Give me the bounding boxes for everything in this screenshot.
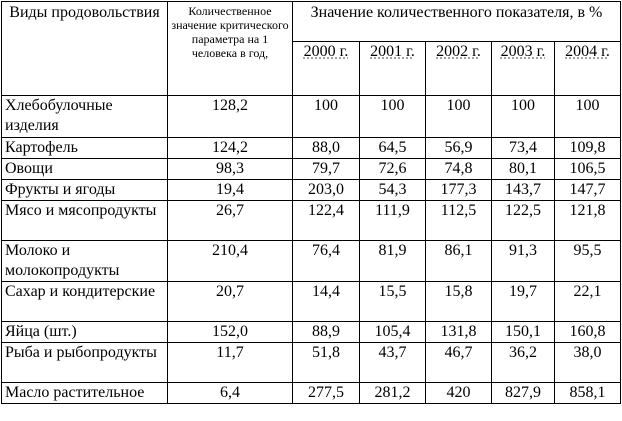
food-security-table: [1, 1, 621, 404]
year-value-cell: 95,5: [555, 241, 621, 282]
year-value-cell: 827,9: [492, 383, 555, 404]
header-year-2001: 2001 г.: [360, 42, 426, 96]
year-value-cell: 147,7: [555, 180, 621, 201]
food-name-cell: Хлебобулочные изделия: [2, 96, 168, 138]
year-value-cell: 143,7: [492, 180, 555, 201]
year-value-cell: 51,8: [293, 343, 360, 383]
table-row: [2, 201, 621, 241]
header-year-2004: 2004 г.: [555, 42, 621, 96]
year-value-cell: 73,4: [492, 138, 555, 159]
year-value-cell: 105,4: [360, 322, 426, 343]
year-value-cell: 100: [360, 96, 426, 138]
critical-value-cell: 19,4: [168, 180, 293, 201]
year-value-cell: 88,9: [293, 322, 360, 343]
year-value-cell: 203,0: [293, 180, 360, 201]
year-value-cell: 43,7: [360, 343, 426, 383]
year-value-cell: 111,9: [360, 201, 426, 241]
year-value-cell: 74,8: [426, 159, 492, 180]
food-name-cell: Масло растительное: [2, 383, 168, 404]
year-value-cell: 281,2: [360, 383, 426, 404]
food-name-cell: Овощи: [2, 159, 168, 180]
year-value-cell: 277,5: [293, 383, 360, 404]
table-row: [2, 241, 621, 282]
year-value-cell: 177,3: [426, 180, 492, 201]
table-row: [2, 96, 621, 138]
year-value-cell: 14,4: [293, 282, 360, 322]
critical-value-cell: 152,0: [168, 322, 293, 343]
year-value-cell: 122,5: [492, 201, 555, 241]
food-name-cell: Молоко и молокопродукты: [2, 241, 168, 282]
year-value-cell: 19,7: [492, 282, 555, 322]
table-row: [2, 138, 621, 159]
food-name-cell: Мясо и мясопродукты: [2, 201, 168, 241]
year-value-cell: 15,5: [360, 282, 426, 322]
year-value-cell: 76,4: [293, 241, 360, 282]
header-year-2003: 2003 г.: [492, 42, 555, 96]
year-value-cell: 36,2: [492, 343, 555, 383]
critical-value-cell: 128,2: [168, 96, 293, 138]
year-value-cell: 858,1: [555, 383, 621, 404]
header-year-2000: 2000 г.: [293, 42, 360, 96]
year-value-cell: 121,8: [555, 201, 621, 241]
year-value-cell: 100: [555, 96, 621, 138]
year-value-cell: 122,4: [293, 201, 360, 241]
year-value-cell: 72,6: [360, 159, 426, 180]
year-value-cell: 79,7: [293, 159, 360, 180]
year-value-cell: 81,9: [360, 241, 426, 282]
year-value-cell: 80,1: [492, 159, 555, 180]
year-value-cell: 160,8: [555, 322, 621, 343]
year-value-cell: 22,1: [555, 282, 621, 322]
table-row: [2, 180, 621, 201]
year-value-cell: 56,9: [426, 138, 492, 159]
food-name-cell: Рыба и рыбопродукты: [2, 343, 168, 383]
year-value-cell: 100: [492, 96, 555, 138]
table-row: [2, 322, 621, 343]
critical-value-cell: 98,3: [168, 159, 293, 180]
critical-value-cell: 11,7: [168, 343, 293, 383]
year-value-cell: 86,1: [426, 241, 492, 282]
year-value-cell: 112,5: [426, 201, 492, 241]
header-critical-value: Количественное значение критического параметра на 1 человека в год,: [168, 2, 293, 96]
table-row: [2, 282, 621, 322]
year-value-cell: 100: [426, 96, 492, 138]
year-value-cell: 420: [426, 383, 492, 404]
table-row: [2, 159, 621, 180]
header-food-type: Виды продовольствия: [2, 2, 168, 96]
year-value-cell: 38,0: [555, 343, 621, 383]
year-value-cell: 46,7: [426, 343, 492, 383]
critical-value-cell: 6,4: [168, 383, 293, 404]
table-row: [2, 383, 621, 404]
year-value-cell: 91,3: [492, 241, 555, 282]
food-name-cell: Фрукты и ягоды: [2, 180, 168, 201]
food-name-cell: Сахар и кондитерские: [2, 282, 168, 322]
critical-value-cell: 210,4: [168, 241, 293, 282]
year-value-cell: 100: [293, 96, 360, 138]
critical-value-cell: 26,7: [168, 201, 293, 241]
year-value-cell: 131,8: [426, 322, 492, 343]
year-value-cell: 88,0: [293, 138, 360, 159]
year-value-cell: 150,1: [492, 322, 555, 343]
header-quantitative-value: Значение количественного показателя, в %: [293, 2, 621, 42]
year-value-cell: 15,8: [426, 282, 492, 322]
header-year-2002: 2002 г.: [426, 42, 492, 96]
table-row: [2, 343, 621, 383]
year-value-cell: 64,5: [360, 138, 426, 159]
critical-value-cell: 20,7: [168, 282, 293, 322]
year-value-cell: 109,8: [555, 138, 621, 159]
food-name-cell: Яйца (шт.): [2, 322, 168, 343]
food-name-cell: Картофель: [2, 138, 168, 159]
year-value-cell: 54,3: [360, 180, 426, 201]
year-value-cell: 106,5: [555, 159, 621, 180]
critical-value-cell: 124,2: [168, 138, 293, 159]
